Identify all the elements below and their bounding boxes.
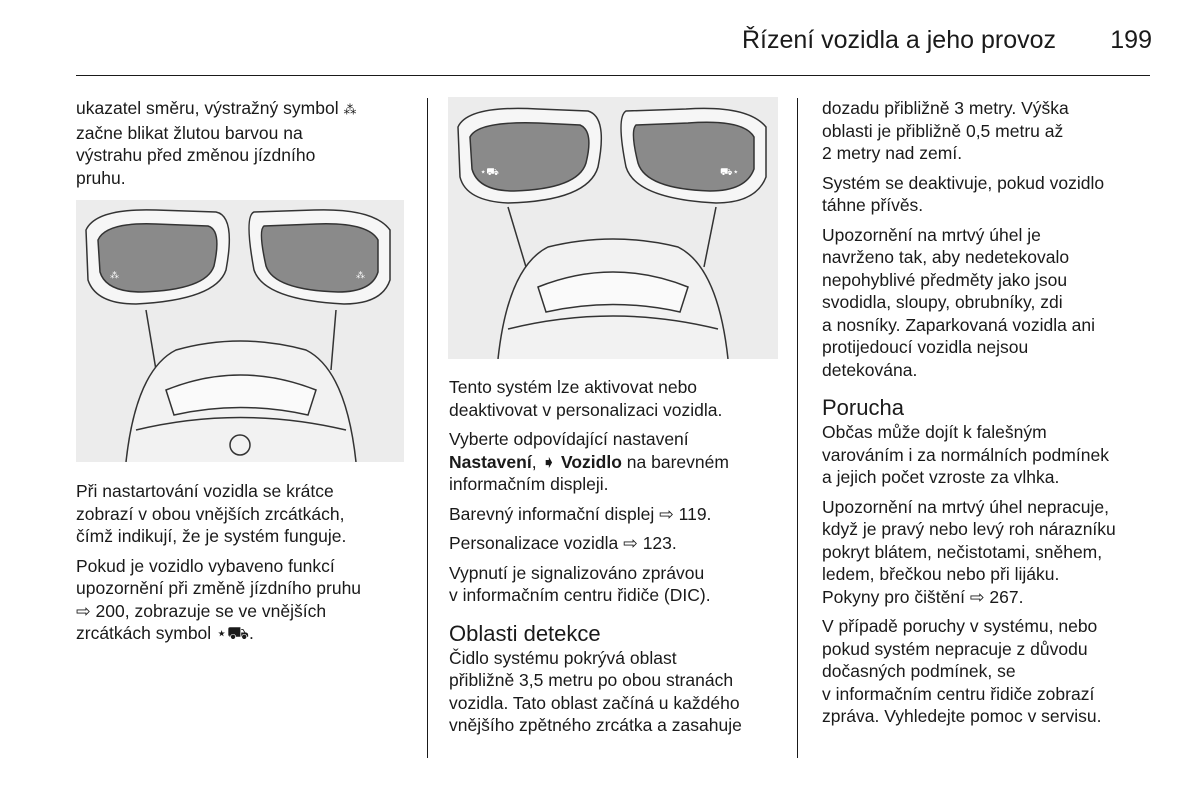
reference-personalization: Personalizace vozidla ⇨ 123. [449, 533, 677, 553]
paragraph-startup: Při nastartování vozidla se krátce zobrazí v obou vnějších zrcátkách, čímž indikují, že je systém funguje. [76, 481, 347, 546]
svg-text:⁂: ⁂ [110, 271, 119, 281]
paragraph-deactivation: Vypnutí je signalizováno zprávou v informačním centru řidiče (DIC). [449, 562, 711, 605]
paragraph-lane-change: Pokud je vozidlo vybaveno funkcí upozornění při změně jízdního pruhu ⇨ 200, zobrazuje se ve vnějších zrcátkách symbol ⋆⛟. [76, 555, 362, 643]
column-3 [822, 97, 1162, 735]
paragraph-dirty-sensor: Upozornění na mrtvý úhel nepracuje, když je pravý nebo levý roh nárazníku pokryt blátem, nečistotami, sněhem, ledem, břečkou nebo při lijáku. Pokyny pro čištění ⇨ 267. [822, 496, 1116, 607]
column-divider-left [427, 98, 428, 758]
menu-arrow-icon: ➧ [541, 451, 557, 472]
heading-detection-zones: Oblasti detekce [449, 620, 601, 646]
blind-spot-symbol-icon: ⋆⛟ [216, 623, 250, 643]
reference-arrow-icon: ⇨ [76, 600, 91, 621]
reference-arrow-icon: ⇨ [623, 533, 638, 553]
header-rule [76, 75, 1150, 76]
column-2 [449, 376, 794, 744]
reference-arrow-icon: ⇨ [969, 586, 985, 607]
column-divider-right [797, 98, 798, 758]
svg-text:⋆⛟: ⋆⛟ [480, 167, 499, 178]
paragraph-settings: Vyberte odpovídající nastavení Nastavení, ➧ Vozidlo na barevném informačním displeji. [449, 429, 729, 494]
paragraph-detection-cont: dozadu přibližně 3 metry. Výška oblasti je přibližně 0,5 metru až 2 metry nad zemí. [822, 98, 1069, 163]
svg-text:⛟⋆: ⛟⋆ [720, 167, 739, 178]
lane-change-warning-icon: ⁂ [343, 102, 357, 117]
paragraph-system-fault: V případě poruchy v systému, nebo pokud systém nepracuje z důvodu dočasných podmínek, se v informačním centru řidiče zobrazí zpráva. Vyhledejte pomoc v servisu. [822, 616, 1102, 726]
paragraph-trailer: Systém se deaktivuje, pokud vozidlo táhne přívěs. [822, 172, 1105, 215]
paragraph-detection: Čidlo systému pokrývá oblast přibližně 3,5 metru po obou stranách vozidla. Tato oblast začíná u každého vnějšího zpětného zrcátka a zasahuje [449, 647, 742, 735]
reference-color-display: Barevný informační displej ⇨ 119. [449, 503, 712, 524]
page-number: 199 [1110, 26, 1152, 54]
paragraph-stationary-objects: Upozornění na mrtvý úhel je navrženo tak, aby nedetekovalo nepohyblivé předměty jako jsou svodidla, sloupy, obrubníky, zdi a nosníky. Zaparkovaná vozidla ani protijedoucí vozidla nejsou detekována. [822, 224, 1096, 380]
paragraph-false-alarms: Občas může dojít k falešným varováním i za normálních podmínek a jejich počet vzroste za vlhka. [822, 422, 1109, 487]
column-1 [76, 97, 416, 196]
column-1-lower [76, 480, 416, 652]
mirror-illustration-2 [448, 97, 778, 359]
paragraph-turn-warning: ukazatel směru, výstražný symbol ⁂ začne blikat žlutou barvou na výstrahu před změnou jízdního pruhu. [76, 98, 357, 188]
svg-text:⁂: ⁂ [356, 271, 365, 281]
reference-arrow-icon: ⇨ [659, 503, 674, 524]
heading-fault: Porucha [822, 395, 904, 420]
mirror-illustration-1 [76, 200, 404, 462]
running-header-title: Řízení vozidla a jeho provoz [741, 26, 1056, 54]
paragraph-activation: Tento systém lze aktivovat nebo deaktivovat v personalizaci vozidla. [449, 377, 723, 420]
